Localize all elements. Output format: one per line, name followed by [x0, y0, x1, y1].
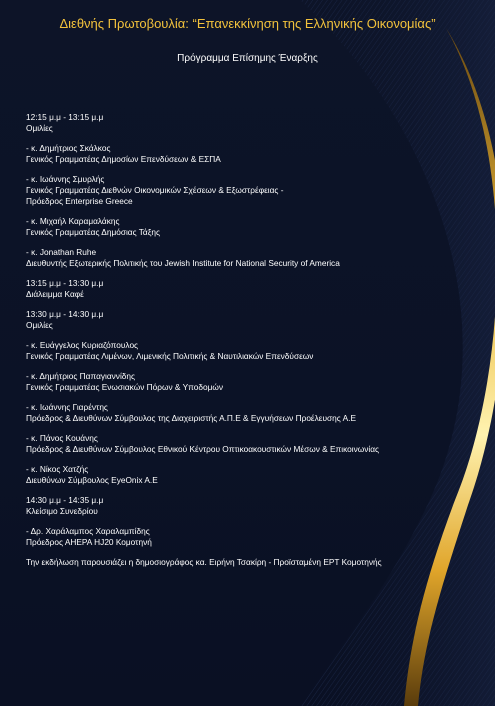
speaker-entry	[26, 247, 491, 269]
speaker-name: - κ. Ευάγγελος Κυριαζόπουλος	[26, 340, 139, 350]
time-slot: 14:30 μ.μ - 14:35 μ.μ	[26, 495, 104, 505]
speaker-entry	[26, 464, 491, 486]
time-slot: 12:15 μ.μ - 13:15 μ.μ	[26, 112, 104, 122]
slot-label: Ομιλίες	[26, 320, 53, 330]
slot-label: Διάλειμμα Καφέ	[26, 289, 84, 299]
speaker-name: - κ. Μιχαήλ Καραμαλάκης	[26, 216, 120, 226]
speaker-role: Διευθυντής Εξωτερικής Πολιτικής του Jewish Institute for National Security of America	[26, 258, 340, 268]
speaker-entry	[26, 526, 491, 548]
speaker-entry	[26, 174, 491, 207]
speaker-name: - κ. Πάνος Κουάνης	[26, 433, 98, 443]
speaker-role: Πρόεδρος & Διευθύνων Σύμβουλος Εθνικού Κέντρου Οπτικοακουστικών Μέσων & Επικοινωνίας	[26, 444, 380, 454]
speaker-role: Γενικός Γραμματέας Διεθνών Οικονομικών Σχέσεων & Εξωστρέφειας -	[26, 185, 284, 195]
speaker-role: Γενικός Γραμματέας Δημόσιας Τάξης	[26, 227, 161, 237]
speaker-role: Πρόεδρος & Διευθύνων Σύμβουλος της Διαχειριστής Α.Π.Ε & Εγγυήσεων Προέλευσης Α.Ε	[26, 413, 356, 423]
schedule-block	[26, 309, 491, 331]
speaker-role: Πρόεδρος ΑΗΕΡΑ HJ20 Κομοτηνή	[26, 537, 152, 547]
speaker-entry	[26, 402, 491, 424]
speaker-name: - κ. Δημήτριος Παπαγιαννίδης	[26, 371, 136, 381]
speaker-role: Γενικός Γραμματέας Ενωσιακών Πόρων & Υποδομών	[26, 382, 223, 392]
speaker-name: - κ. Νίκος Χατζής	[26, 464, 89, 474]
event-title: Διεθνής Πρωτοβουλία: “Επανεκκίνηση της Ελληνικής Οικονομίας”	[59, 16, 436, 31]
speaker-entry	[26, 216, 491, 238]
program-subtitle: Πρόγραμμα Επίσημης Έναρξης	[177, 53, 318, 64]
schedule-block	[26, 112, 491, 134]
speaker-role: Γενικός Γραμματέας Δημοσίων Επενδύσεων & ΕΣΠΑ	[26, 154, 221, 164]
speaker-name: - κ. Ιωάννης Γιαρέντης	[26, 402, 108, 412]
slot-label: Κλείσιμο Συνεδρίου	[26, 506, 98, 516]
slot-label: Ομιλίες	[26, 123, 53, 133]
time-slot: 13:30 μ.μ - 14:30 μ.μ	[26, 309, 104, 319]
speaker-entry	[26, 340, 491, 362]
speaker-role: Γενικός Γραμματέας Λιμένων, Λιμενικής Πολιτικής & Ναυτιλιακών Επενδύσεων	[26, 351, 314, 361]
speaker-name: - κ. Jonathan Ruhe	[26, 247, 97, 257]
schedule-block	[26, 495, 491, 517]
speaker-role: Διευθύνων Σύμβουλος EyeOnix A.E	[26, 475, 158, 485]
presenter-note: Την εκδήλωση παρουσιάζει η δημοσιογράφος κα. Ειρήνη Τσακίρη - Προϊσταμένη ΕΡΤ Κομοτηνής	[26, 557, 382, 567]
speaker-name: - κ. Δημήτριος Σκάλκος	[26, 143, 111, 153]
speaker-name: - Δρ. Χαράλαμπος Χαραλαμπίδης	[26, 526, 150, 536]
speaker-entry	[26, 143, 491, 165]
speaker-entry	[26, 371, 491, 393]
speaker-entry	[26, 433, 491, 455]
speaker-name: - κ. Ιωάννης Σμυρλής	[26, 174, 105, 184]
schedule-block	[26, 278, 491, 300]
speaker-role-secondary: Πρόεδρος Enterprise Greece	[26, 196, 133, 206]
schedule-list	[26, 112, 491, 568]
time-slot: 13:15 μ.μ - 13:30 μ.μ	[26, 278, 104, 288]
